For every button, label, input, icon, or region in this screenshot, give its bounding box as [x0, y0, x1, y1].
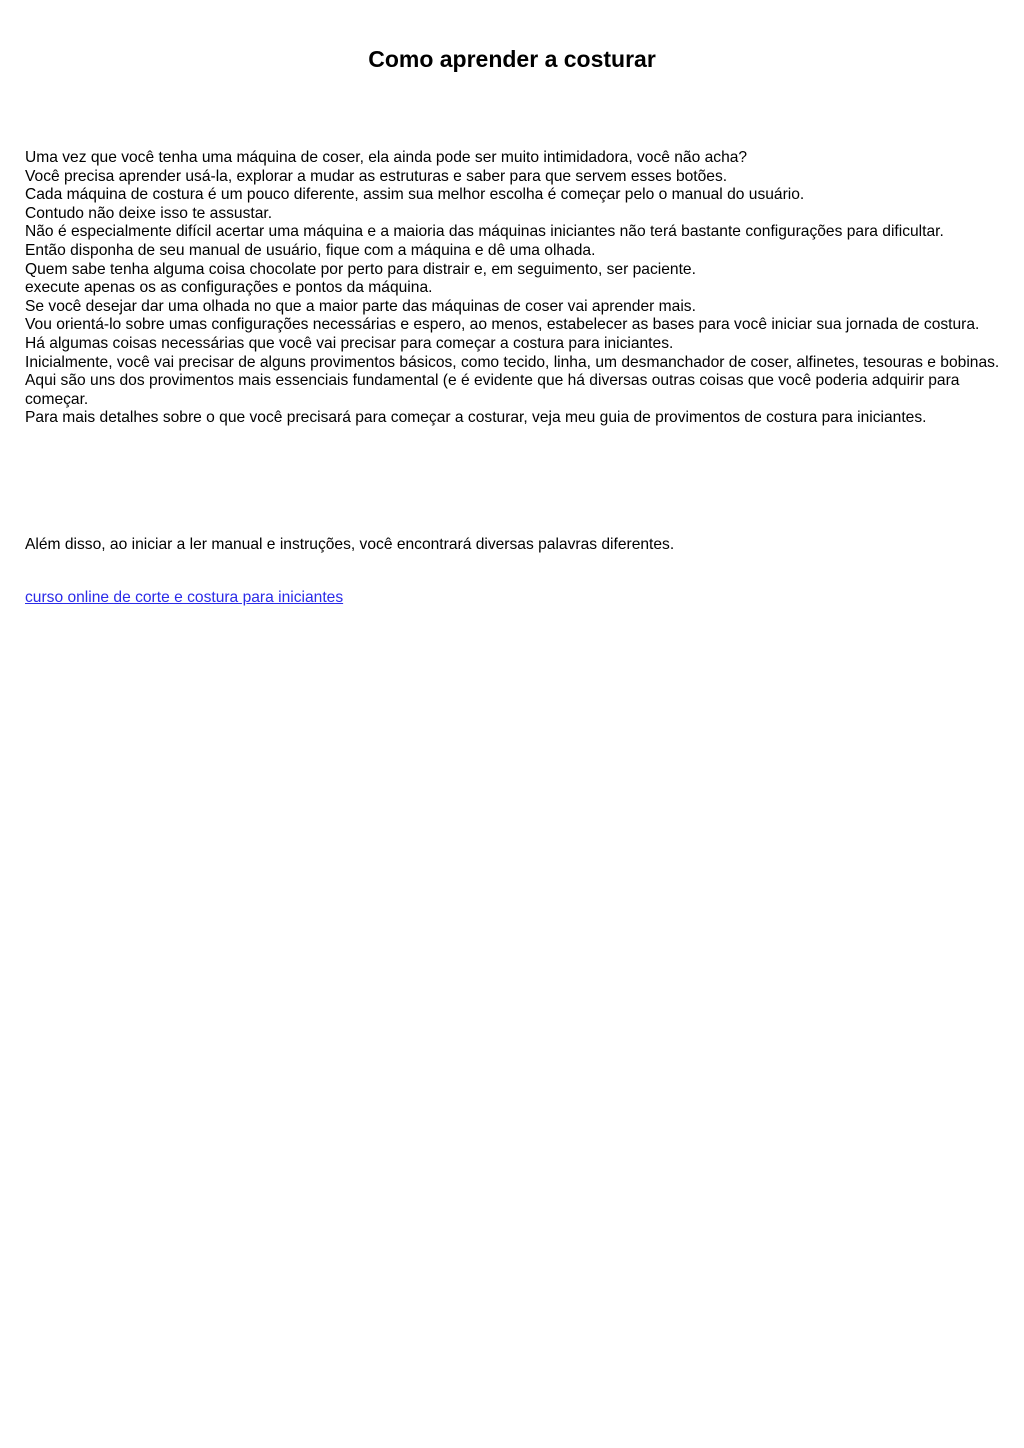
text-line: Inicialmente, você vai precisar de alguns provimentos básicos, como tecido, linha, um desmanchador de coser, alfinetes, tesouras e bobinas.	[25, 353, 1000, 371]
text-line: Cada máquina de costura é um pouco diferente, assim sua melhor escolha é começar pelo o manual do usuário.	[25, 186, 805, 204]
text-line: Então disponha de seu manual de usuário, fique com a máquina e dê uma olhada.	[25, 241, 596, 259]
text-line: Não é especialmente difícil acertar uma máquina e a maioria das máquinas iniciantes não terá bastante configurações para dificultar.	[25, 223, 944, 241]
course-link[interactable]: curso online de corte e costura para iniciantes	[25, 589, 344, 606]
text-line: Para mais detalhes sobre o que você precisará para começar a costurar, veja meu guia de provimentos de costura para iniciantes.	[25, 409, 927, 427]
body-text	[25, 149, 1000, 428]
text-line: Contudo não deixe isso te assustar.	[25, 204, 273, 222]
text-line: Há algumas coisas necessárias que você vai precisar para começar a costura para iniciantes.	[25, 334, 674, 352]
page-title: Como aprender a costurar	[368, 46, 656, 72]
text-line: execute apenas os as configurações e pontos da máquina.	[25, 279, 433, 297]
paragraph-2: Além disso, ao iniciar a ler manual e instruções, você encontrará diversas palavras diferentes.	[25, 536, 675, 553]
text-line: Quem sabe tenha alguma coisa chocolate por perto para distrair e, em seguimento, ser paciente.	[25, 260, 696, 278]
text-line: Você precisa aprender usá-la, explorar a mudar as estruturas e saber para que servem esses botões.	[25, 167, 728, 185]
text-line: Uma vez que você tenha uma máquina de coser, ela ainda pode ser muito intimidadora, você não acha?	[25, 149, 748, 166]
text-line: Vou orientá-lo sobre umas configurações necessárias e espero, ao menos, estabelecer as bases para você iniciar sua jornada de costura.	[25, 316, 980, 334]
text-line: Aqui são uns dos provimentos mais essenciais fundamental (e é evidente que há diversas outras coisas que você poderia adquirir para começar.	[25, 372, 960, 408]
text-line: Se você desejar dar uma olhada no que a maior parte das máquinas de coser vai aprender mais.	[25, 297, 696, 315]
